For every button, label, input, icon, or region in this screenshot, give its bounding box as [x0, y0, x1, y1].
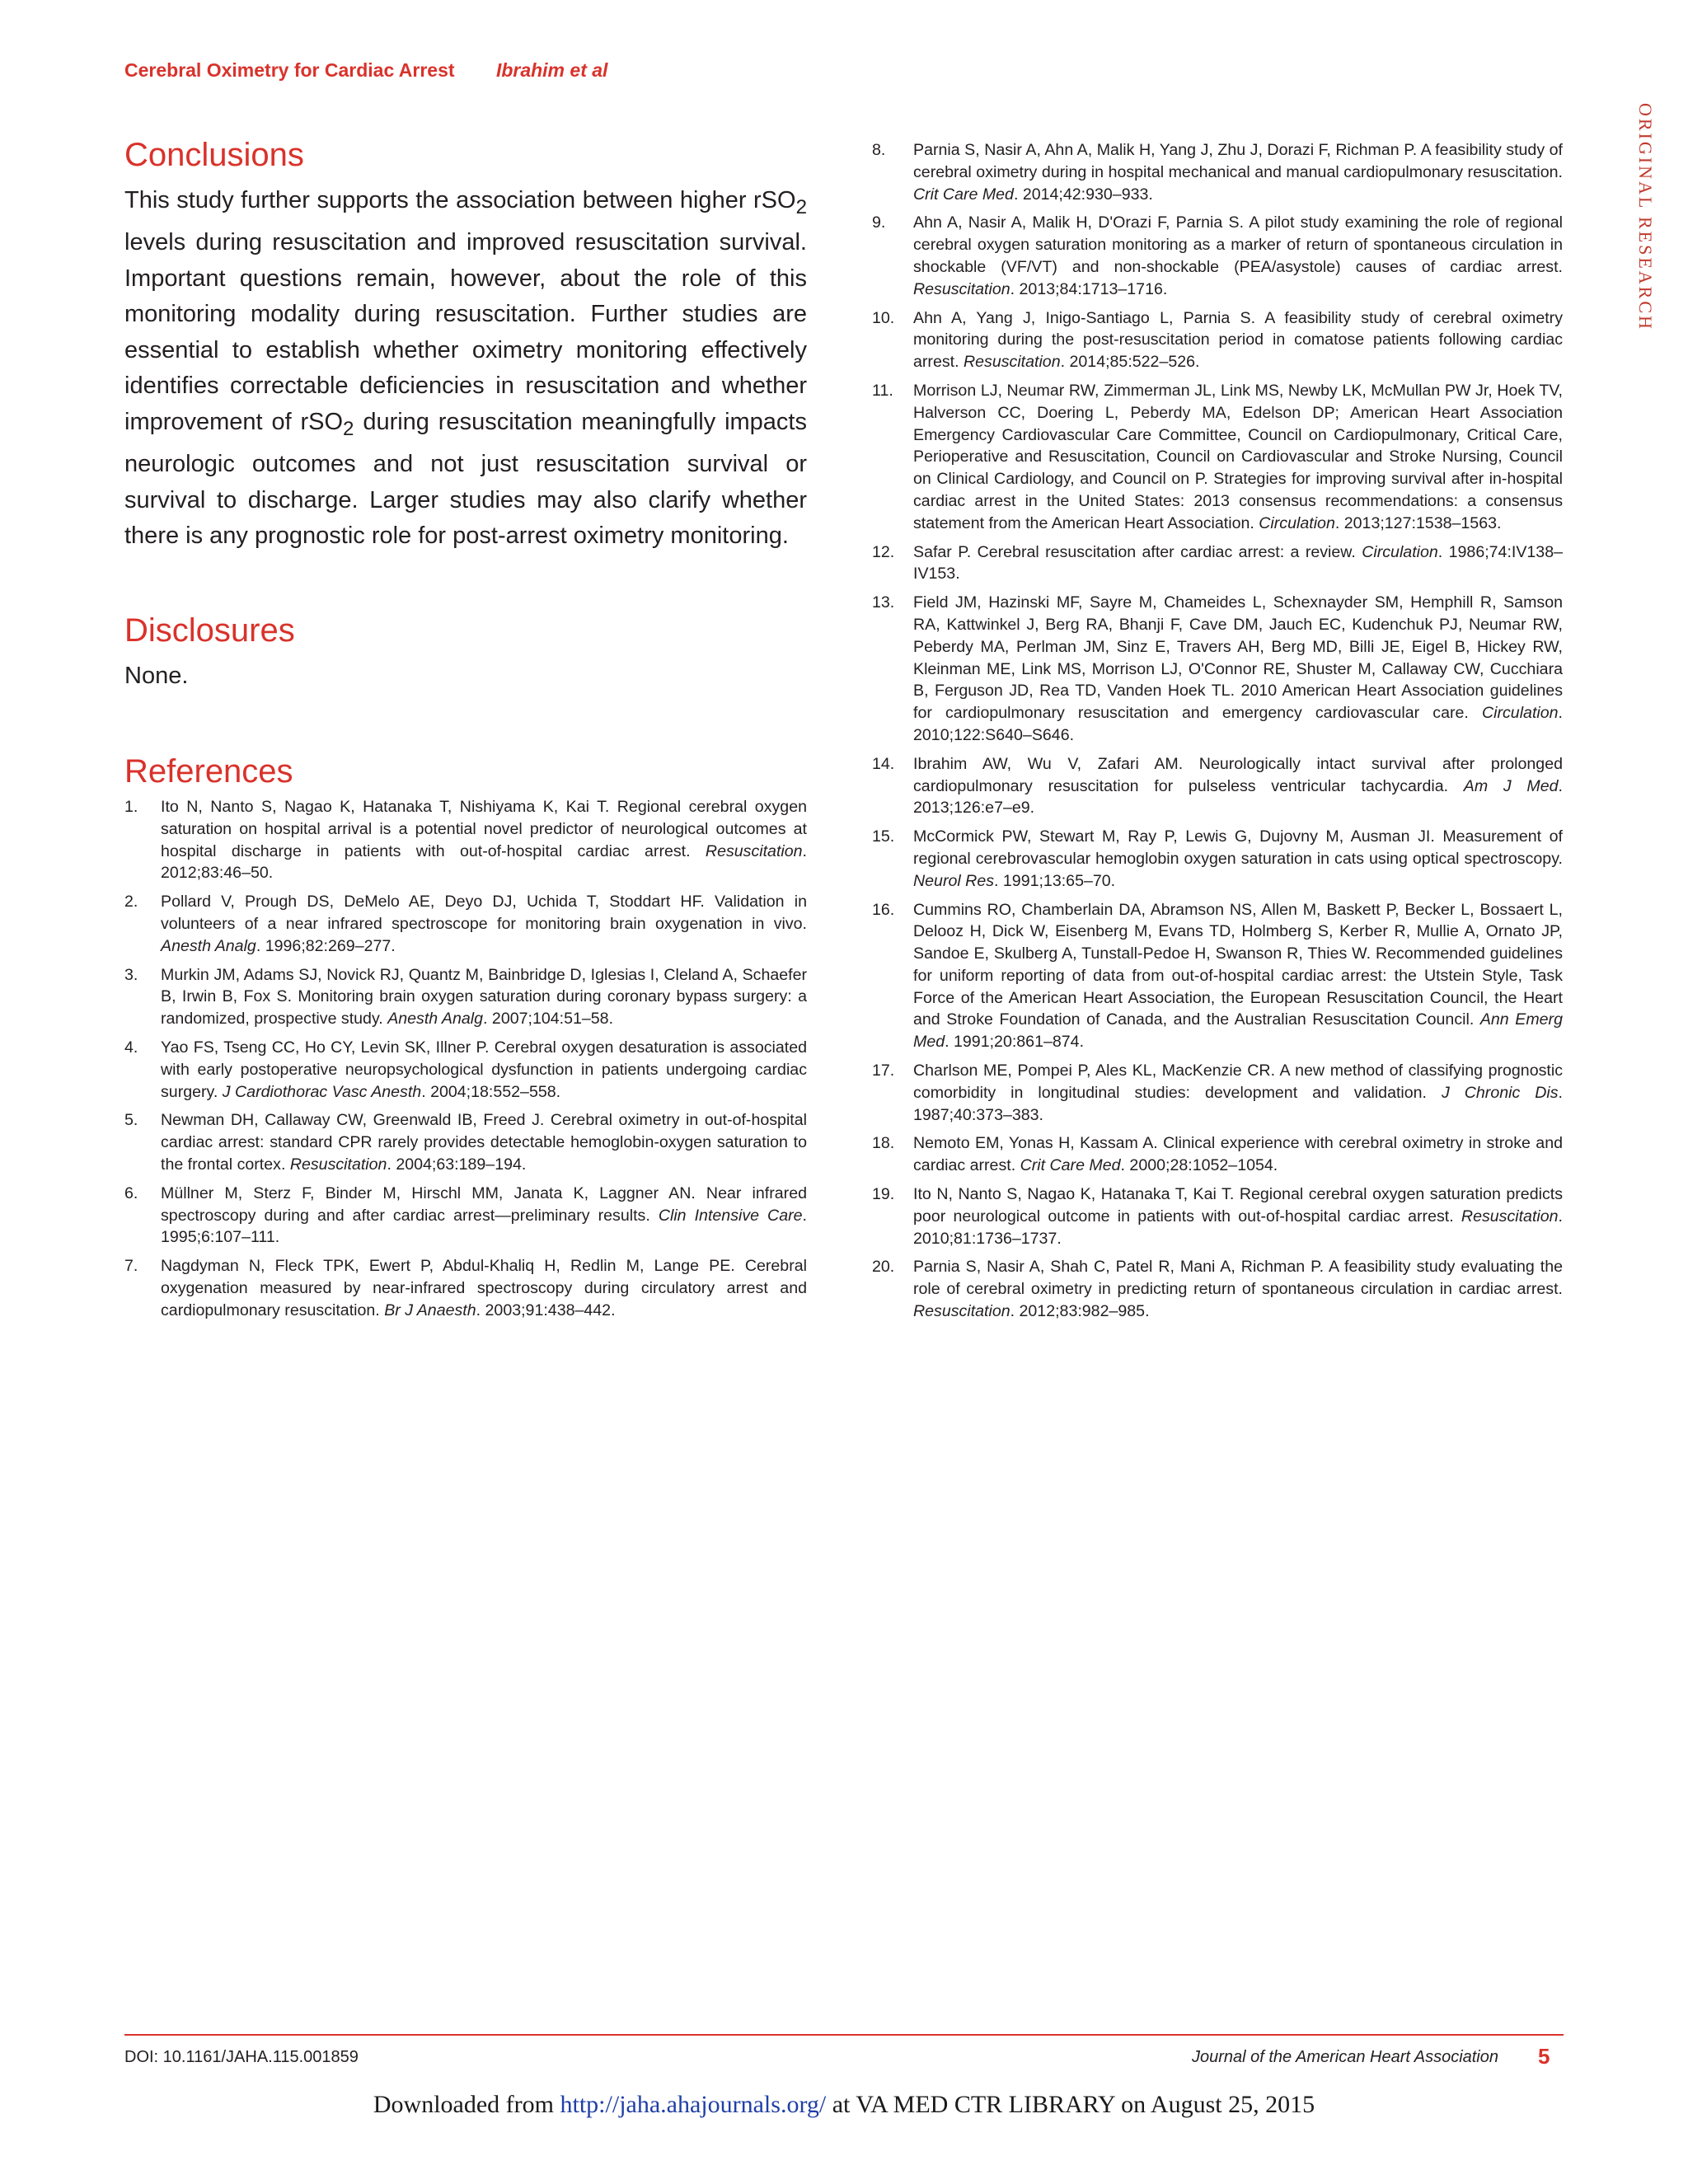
- reference-item: 8. Parnia S, Nasir A, Ahn A, Malik H, Yang J, Zhu J, Dorazi F, Richman P. A feasibility study of cerebral oximetry during in hospital mechanical and manual cardiopulmonary resuscitation. Crit Care Med. 2014;42:930–933.: [872, 141, 1563, 204]
- download-link[interactable]: http://jaha.ahajournals.org/: [560, 2091, 827, 2118]
- reference-journal: Circulation: [1481, 704, 1559, 723]
- conclusions-heading: Conclusions: [124, 137, 304, 173]
- reference-journal: Am J Med: [1463, 776, 1559, 795]
- reference-number: 3.: [124, 965, 138, 984]
- reference-journal: Anesth Analg: [161, 936, 256, 955]
- reference-number: 15.: [872, 827, 895, 846]
- reference-item: 11. Morrison LJ, Neumar RW, Zimmerman JL, Link MS, Newby LK, McMullan PW Jr, Hoek TV, Halverson CC, Doering L, Peberdy MA, Edelson DP; American Heart Association Emergency Cardiovascular Care Committee, Council on Cardiopulmonary, Critical Care, Perioperative and Resuscitation, Council on Cardiovascular and Stroke Nursing, Council on Clinical Cardiology, and Council on P. Strategies for improving survival after in-hospital cardiac arrest in the United States: 2013 consensus recommendations: a consensus statement from the American Heart Association. Circulation. 2013;127:1538–1563.: [872, 381, 1563, 532]
- reference-journal: Resuscitation: [705, 841, 803, 860]
- reference-number: 13.: [872, 593, 895, 612]
- reference-item: 4. Yao FS, Tseng CC, Ho CY, Levin SK, Illner P. Cerebral oxygen desaturation is associated with early postoperative neuropsychological dysfunction in patients undergoing cardiac surgery. J Cardiothorac Vasc Anesth. 2004;18:552–558.: [124, 1038, 807, 1101]
- running-title: Cerebral Oximetry for Cardiac Arrest: [124, 59, 455, 81]
- reference-item: 14. Ibrahim AW, Wu V, Zafari AM. Neurologically intact survival after prolonged cardiopulmonary resuscitation for pulseless ventricular tachycardia. Am J Med. 2013;126:e7–e9.: [872, 754, 1563, 818]
- reference-item: 12. Safar P. Cerebral resuscitation after cardiac arrest: a review. Circulation. 1986;74:IV138–IV153.: [872, 542, 1563, 583]
- reference-journal: Resuscitation: [913, 279, 1010, 298]
- reference-number: 7.: [124, 1257, 138, 1276]
- reference-item: 13. Field JM, Hazinski MF, Sayre M, Chameides L, Schexnayder SM, Hemphill R, Samson RA, Kattwinkel J, Berg RA, Bhanji F, Cave DM, Jauch EC, Kudenchuk PJ, Neumar RW, Peberdy MA, Perlman JM, Sinz E, Travers AH, Berg MD, Billi JE, Eigel B, Hickey RW, Kleinman ME, Link MS, Morrison LJ, O'Connor RE, Shuster M, Callaway CW, Cucchiara B, Ferguson JD, Rea TD, Vanden Hoek TL. 2010 American Heart Association guidelines for cardiopulmonary resuscitation and emergency cardiovascular care. Circulation. 2010;122:S640–S646.: [872, 593, 1563, 744]
- reference-item: 19. Ito N, Nanto S, Nagao K, Hatanaka T, Kai T. Regional cerebral oxygen saturation predicts poor neurological outcome in patients with out-of-hospital cardiac arrest. Resuscitation. 2010;81:1736–1737.: [872, 1185, 1563, 1248]
- running-authors: Ibrahim et al: [495, 59, 608, 81]
- reference-item: 5. Newman DH, Callaway CW, Greenwald IB, Freed J. Cerebral oximetry in out-of-hospital cardiac arrest: standard CPR rarely provides detectable hemoglobin-oxygen saturation to the frontal cortex. Resuscitation. 2004;63:189–194.: [124, 1111, 807, 1174]
- reference-journal: Br J Anaesth: [384, 1301, 476, 1319]
- reference-item: 9. Ahn A, Nasir A, Malik H, D'Orazi F, Parnia S. A pilot study examining the role of regional cerebral oxygen saturation monitoring as a marker of return of spontaneous circulation in shockable (VF/VT) and non-shockable (PEA/asystole) causes of cardiac arrest. Resuscitation. 2013;84:1713–1716.: [872, 213, 1563, 298]
- reference-journal: Resuscitation: [963, 353, 1061, 372]
- reference-journal: J Cardiothorac Vasc Anesth: [222, 1082, 422, 1101]
- disclosures-heading: Disclosures: [124, 612, 295, 649]
- reference-journal: Crit Care Med: [913, 185, 1014, 204]
- reference-number: 2.: [124, 893, 138, 912]
- reference-number: 20.: [872, 1258, 895, 1277]
- reference-journal: Clin Intensive Care: [658, 1206, 803, 1225]
- page-number: 5: [1538, 2044, 1550, 2069]
- reference-number: 16.: [872, 900, 895, 919]
- references-heading: References: [124, 753, 293, 790]
- reference-item: 18. Nemoto EM, Yonas H, Kassam A. Clinical experience with cerebral oximetry in stroke and cardiac arrest. Crit Care Med. 2000;28:1052–1054.: [872, 1134, 1563, 1175]
- reference-number: 11.: [872, 381, 893, 400]
- conclusions-paragraph: This study further supports the association between higher rSO$_2$ levels during resuscitation and improved resuscitation survival. Important questions remain, however, about the role of this monitoring modality during resuscitation. Further studies are essential to establish whether oximetry monitoring effectively identifies correctable deficiencies in resuscitation and whether improvement of rSO$_2$ during resuscitation meaningfully impacts neurologic outcomes and not just resuscitation survival or survival to discharge. Larger studies may also clarify whether there is any prognostic role for post-arrest oximetry monitoring.: [124, 187, 807, 550]
- reference-item: 6. Müllner M, Sterz F, Binder M, Hirschl MM, Janata K, Laggner AN. Near infrared spectroscopy during and after cardiac arrest—preliminary results. Clin Intensive Care. 1995;6:107–111.: [124, 1183, 807, 1247]
- reference-item: 7. Nagdyman N, Fleck TPK, Ewert P, Abdul-Khaliq H, Redlin M, Lange PE. Cerebral oxygenation measured by near-infrared spectroscopy during circulatory arrest and cardiopulmonary resuscitation. Br J Anaesth. 2003;91:438–442.: [124, 1257, 807, 1319]
- reference-number: 12.: [872, 542, 895, 561]
- reference-journal: Resuscitation: [913, 1302, 1010, 1321]
- reference-journal: Neurol Res: [913, 871, 995, 890]
- reference-item: 15. McCormick PW, Stewart M, Ray P, Lewis G, Dujovny M, Ausman JI. Measurement of regional cerebrovascular hemoglobin oxygen saturation in cats using optical spectroscopy. Neurol Res. 1991;13:65–70.: [872, 827, 1563, 890]
- running-head: [124, 59, 607, 82]
- reference-number: 9.: [872, 213, 886, 232]
- reference-item: 10. Ahn A, Yang J, Inigo-Santiago L, Parnia S. A feasibility study of cerebral oximetry monitoring during the post-resuscitation period in comatose patients following cardiac arrest. Resuscitation. 2014;85:522–526.: [872, 308, 1563, 372]
- reference-number: 18.: [872, 1134, 895, 1153]
- reference-number: 4.: [124, 1038, 138, 1057]
- reference-number: 1.: [124, 798, 138, 817]
- reference-item: 1. Ito N, Nanto S, Nagao K, Hatanaka T, Nishiyama K, Kai T. Regional cerebral oxygen saturation on hospital arrival is a potential novel predictor of neurological outcomes at hospital discharge in patients with out-of-hospital cardiac arrest. Resuscitation. 2012;83:46–50.: [124, 798, 807, 883]
- reference-journal: Crit Care Med: [1020, 1156, 1121, 1175]
- references-list-right: [872, 139, 1563, 1323]
- doi-text: DOI: 10.1161/JAHA.115.001859: [124, 2048, 359, 2066]
- reference-number: 10.: [872, 308, 895, 327]
- section-side-label: ORIGINAL RESEARCH: [1635, 103, 1656, 331]
- download-notice: Downloaded from http://jaha.ahajournals.org/ at VA MED CTR LIBRARY on August 25, 2015: [373, 2091, 1315, 2118]
- reference-number: 17.: [872, 1062, 895, 1080]
- reference-item: 16. Cummins RO, Chamberlain DA, Abramson NS, Allen M, Baskett P, Becker L, Bossaert L, Delooz H, Dick W, Eisenberg M, Evans TD, Holmberg S, Kerber R, Mullie A, Ornato JP, Sandoe E, Skulberg A, Tunstall-Pedoe H, Swanson R, Thies W. Recommended guidelines for uniform reporting of data from out-of-hospital cardiac arrest: the Utstein Style, Task Force of the American Heart Association, the European Resuscitation Council, the Heart and Stroke Foundation of Canada, and the Australian Resuscitation Council. Ann Emerg Med. 1991;20:861–874.: [872, 900, 1563, 1052]
- reference-number: 14.: [872, 754, 895, 773]
- footer-rule: [124, 2034, 1564, 2036]
- reference-item: 20. Parnia S, Nasir A, Shah C, Patel R, Mani A, Richman P. A feasibility study evaluating the role of cerebral oximetry in predicting return of spontaneous circulation in cardiac arrest. Resuscitation. 2012;83:982–985.: [872, 1258, 1563, 1321]
- references-list-left: [124, 796, 807, 1322]
- right-column: [872, 139, 1563, 1329]
- reference-number: 19.: [872, 1185, 895, 1204]
- reference-item: 2. Pollard V, Prough DS, DeMelo AE, Deyo DJ, Uchida T, Stoddart HF. Validation in volunteers of a near infrared spectroscope for monitoring brain oxygenation in vivo. Anesth Analg. 1996;82:269–277.: [124, 893, 807, 955]
- reference-journal: Resuscitation: [289, 1155, 387, 1174]
- reference-item: 17. Charlson ME, Pompei P, Ales KL, MacKenzie CR. A new method of classifying prognostic comorbidity in longitudinal studies: development and validation. J Chronic Dis. 1987;40:373–383.: [872, 1062, 1563, 1124]
- reference-journal: Circulation: [1362, 542, 1438, 561]
- reference-journal: Anesth Analg: [387, 1010, 484, 1029]
- reference-number: 8.: [872, 141, 886, 159]
- disclosures-text: None.: [124, 662, 189, 689]
- reference-item: 3. Murkin JM, Adams SJ, Novick RJ, Quantz M, Bainbridge D, Iglesias I, Cleland A, Schaefer B, Irwin B, Fox S. Monitoring brain oxygen saturation during coronary bypass surgery: a randomized, prospective study. Anesth Analg. 2007;104:51–58.: [124, 965, 807, 1029]
- reference-number: 5.: [124, 1111, 138, 1130]
- reference-journal: Ann Emerg Med: [913, 1010, 1563, 1052]
- reference-journal: J Chronic Dis: [1441, 1083, 1559, 1102]
- reference-journal: Circulation: [1259, 513, 1335, 532]
- left-column: [124, 134, 807, 1329]
- reference-journal: Resuscitation: [1461, 1207, 1559, 1226]
- journal-name: Journal of the American Heart Association: [1191, 2048, 1498, 2066]
- reference-number: 6.: [124, 1183, 138, 1202]
